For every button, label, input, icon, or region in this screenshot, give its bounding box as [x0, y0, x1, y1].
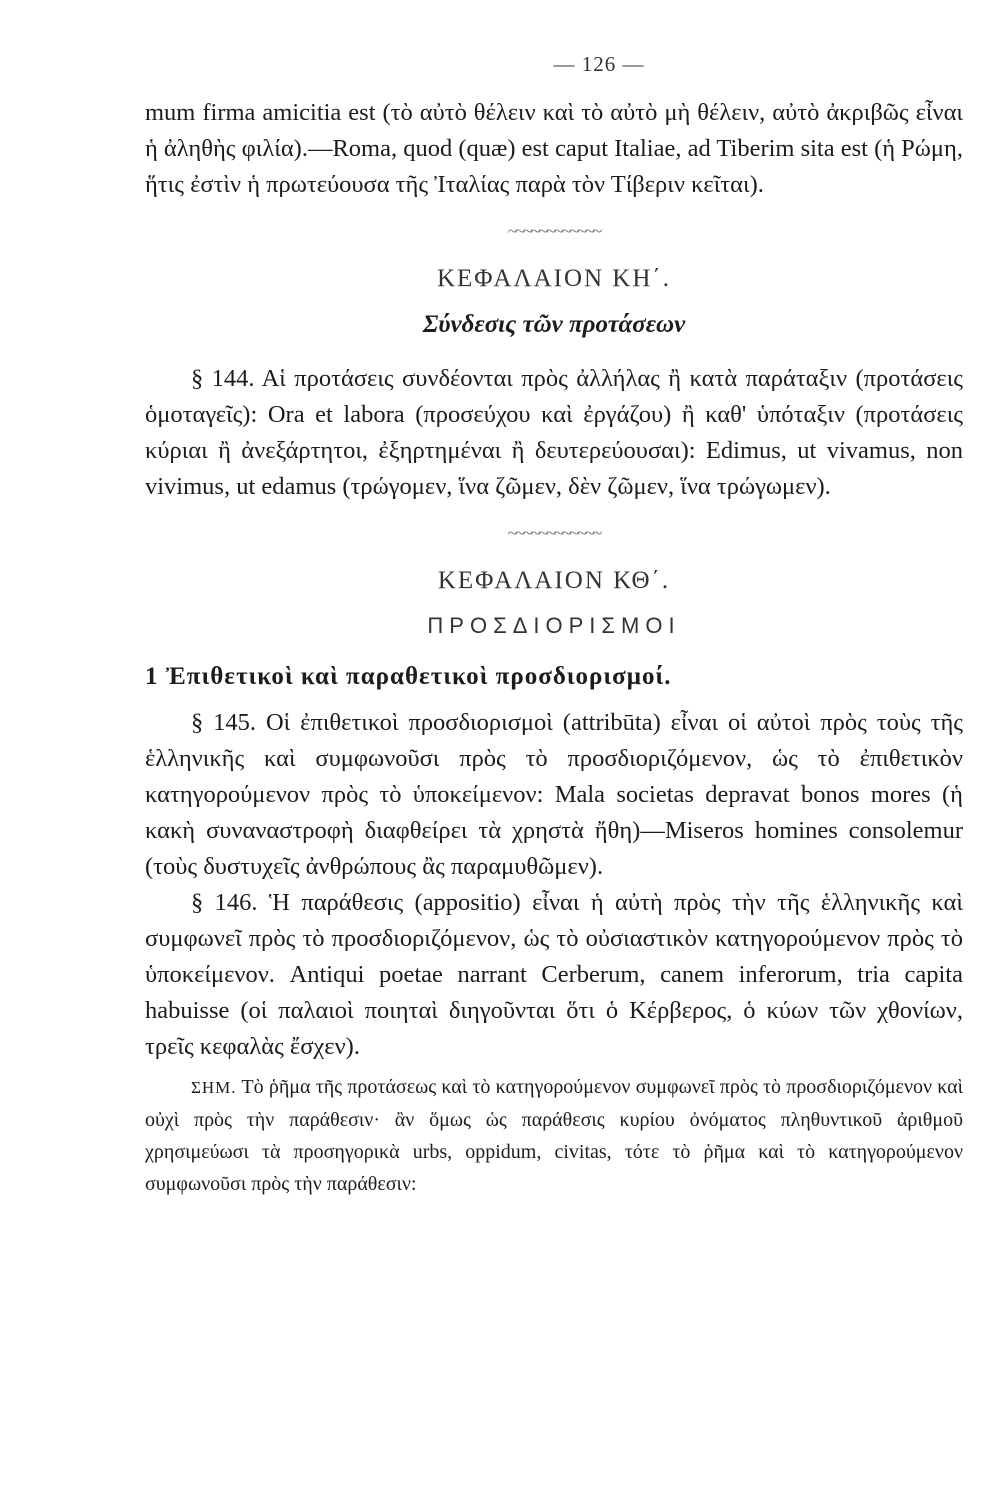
note-label: ΣΗΜ. [191, 1078, 237, 1097]
note-text: Τὸ ῥῆμα τῆς προτάσεως καὶ τὸ κατηγορούμενον συμφωνεῖ πρὸς τὸ προσδιοριζόμενον καὶ οὐχὶ πρὸς τὴν παράθεσιν· ἂν ὅμως ὡς παράθεσις κυρίου ὀνόματος πληθυντικοῦ ἀριθμοῦ χρησιμεύωσι τὰ προσηγορικὰ urbs, oppidum, civitas, τότε τὸ ῥῆμα καὶ τὸ κατηγορούμενον συμφωνοῦσι πρὸς τὴν παράθεσιν: [145, 1076, 963, 1195]
page-number: — 126 — [553, 52, 645, 76]
chapter-title: ΚΕΦΑΛΑΙΟΝ ΚΘ΄. [437, 567, 671, 594]
chapter-title: ΚΕΦΑΛΑΙΟΝ ΚΗ΄. [436, 265, 671, 292]
book-page [145, 52, 963, 1200]
ornament-divider: ~~~~~~~~~~~~ [507, 523, 601, 543]
paragraph-144: § 144. Αἱ προτάσεις συνδέονται πρὸς ἀλλήλας ἢ κατὰ παράταξιν (προτάσεις ὁμοταγεῖς): Ora et labora (προσεύχου καὶ ἐργάζου) ἢ καθ' ὑπόταξιν (προτάσεις κύριαι ἢ ἀνεξάρτητοι, ἐξηρτημέναι ἢ δευτερεύουσαι): Edimus, ut vivamus, non vivimus, ut edamus (τρώγομεν, ἵνα ζῶμεν, δὲν ζῶμεν, ἵνα τρώγωμεν). [145, 365, 963, 500]
chapter-subtitle: ΠΡΟΣΔΙΟΡΙΣΜΟΙ [427, 613, 681, 638]
paragraph-146: § 146. Ἡ παράθεσις (appositio) εἶναι ἡ αὐτὴ πρὸς τὴν τῆς ἑλληνικῆς καὶ συμφωνεῖ πρὸς τὸ προσδιοριζόμενον, ὡς τὸ οὐσιαστικὸν κατηγορούμενον πρὸς τὸ ὑποκείμενον. Antiqui poetae narrant Cerberum, canem inferorum, tria capita habuisse (οἱ παλαιοὶ ποιηταὶ διηγοῦνται ὅτι ὁ Κέρβερος, ὁ κύων τῶν χθονίων, τρεῖς κεφαλὰς ἔσχεν). [145, 889, 963, 1060]
note [145, 1071, 963, 1200]
intro-paragraph: mum firma amicitia est (τὸ αὐτὸ θέλειν καὶ τὸ αὐτὸ μὴ θέλειν, αὐτὸ ἀκριβῶς εἶναι ἡ ἀληθὴς φιλία).—Roma, quod (quæ) est caput Italiae, ad Tiberim sita est (ἡ Ρώμη, ἥτις ἐστὶν ἡ πρωτεύουσα τῆς Ἰταλίας παρὰ τὸν Τίβεριν κεῖται). [145, 99, 963, 198]
ornament-divider: ~~~~~~~~~~~~ [507, 221, 601, 241]
chapter-subtitle: Σύνδεσις τῶν προτάσεων [422, 311, 686, 338]
paragraph-145: § 145. Οἱ ἐπιθετικοὶ προσδιορισμοὶ (attribūta) εἶναι οἱ αὐτοὶ πρὸς τοὺς τῆς ἑλληνικῆς καὶ συμφωνοῦσι πρὸς τὸ προσδιοριζόμενον, ὡς τὸ ἐπιθετικὸν κατηγορούμενον πρὸς τὸ ὑποκείμενον: Mala societas depravat bonos mores (ἡ κακὴ συναναστροφὴ διαφθείρει τὰ χρηστὰ ἤθη)—Miseros homines consolemur (τοὺς δυστυχεῖς ἀνθρώπους ἂς παραμυθῶμεν). [145, 709, 963, 880]
section-heading: 1 Ἐπιθετικοὶ καὶ παραθετικοὶ προσδιορισμοί. [145, 663, 672, 690]
